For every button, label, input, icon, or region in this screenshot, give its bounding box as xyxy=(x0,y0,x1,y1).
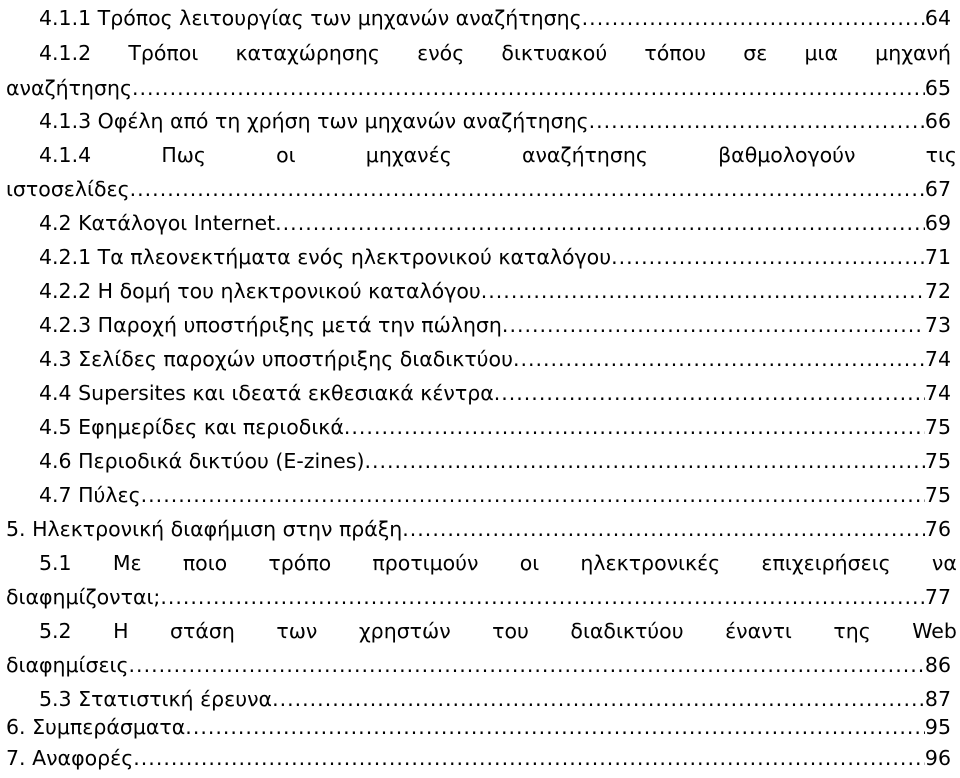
toc-entry-label: 4.1.1 Τρόπος λειτουργίας των μηχανών αναζήτησης xyxy=(39,6,582,30)
toc-leader-dots xyxy=(513,341,925,377)
toc-page-number: 95 xyxy=(924,715,951,739)
toc-page-number: 65 xyxy=(924,76,951,100)
toc-page-number: 75 xyxy=(924,483,951,507)
toc-entry xyxy=(39,477,951,513)
toc-page-number: 71 xyxy=(924,245,951,269)
toc-leader-dots xyxy=(502,307,925,343)
toc-entry xyxy=(39,205,951,241)
toc-entry xyxy=(39,273,951,309)
toc-word: Με xyxy=(112,551,142,575)
toc-leader-dots xyxy=(344,409,925,445)
toc-word: δικτυακού xyxy=(501,41,608,65)
toc-page-number: 76 xyxy=(924,517,951,541)
toc-leader-dots xyxy=(275,205,925,241)
toc-entry-line-1 xyxy=(39,613,957,649)
toc-word: καταχώρησης xyxy=(235,41,380,65)
toc-word: χρηστών xyxy=(358,619,451,643)
toc-word: του xyxy=(492,619,529,643)
toc-word: στάση xyxy=(170,619,235,643)
toc-word: βαθμολογούν xyxy=(718,143,856,167)
toc-word: Τρόποι xyxy=(128,41,199,65)
toc-word: των xyxy=(276,619,318,643)
toc-word: ενός xyxy=(417,41,465,65)
toc-page-number: 75 xyxy=(924,449,951,473)
toc-word: Web xyxy=(912,619,957,643)
toc-word: σε xyxy=(743,41,768,65)
toc-word: τις xyxy=(925,143,957,167)
toc-word: 4.1.2 xyxy=(39,41,92,65)
toc-entry-label: διαφημίσεις xyxy=(6,653,129,677)
toc-entry xyxy=(39,375,951,411)
toc-entry-line-1 xyxy=(39,545,957,581)
toc-entry-line-1 xyxy=(39,137,957,173)
toc-leader-dots xyxy=(133,740,925,776)
toc-entry-label: 4.7 Πύλες xyxy=(39,483,141,507)
toc-word: αναζήτησης xyxy=(521,143,648,167)
toc-entry xyxy=(39,103,951,139)
toc-entry-line-2 xyxy=(6,70,951,106)
toc-word: ηλεκτρονικές xyxy=(580,551,721,575)
toc-page-number: 87 xyxy=(924,687,951,711)
toc-entry xyxy=(39,0,951,36)
toc-entry xyxy=(6,511,951,547)
toc-word: οι xyxy=(276,143,296,167)
toc-word: μια xyxy=(804,41,838,65)
toc-entry-label: 4.2 Κατάλογοι Internet xyxy=(39,211,276,235)
toc-page-number: 96 xyxy=(924,746,951,770)
toc-page-number: 66 xyxy=(924,109,951,133)
toc-leader-dots xyxy=(141,477,925,513)
toc-entry-label: διαφημίζονται; xyxy=(6,585,161,609)
toc-entry-label: 4.6 Περιοδικά δικτύου (E-zines) xyxy=(39,449,365,473)
toc-word: μηχανή xyxy=(875,41,951,65)
toc-word: μηχανές xyxy=(365,143,452,167)
toc-entry-line-2 xyxy=(6,647,951,683)
toc-entry-label: 4.1.3 Οφέλη από τη χρήση των μηχανών αναζήτησης xyxy=(39,109,589,133)
toc-entry-label: 4.2.2 Η δομή του ηλεκτρονικού καταλόγου xyxy=(39,279,481,303)
toc-word: προτιμούν xyxy=(372,551,479,575)
toc-page-number: 74 xyxy=(924,381,951,405)
toc-page-number: 77 xyxy=(924,585,951,609)
toc-entry-label: 5. Ηλεκτρονική διαφήμιση στην πράξη xyxy=(6,517,403,541)
toc-entry-label: 4.4 Supersites και ιδεατά εκθεσιακά κέντρα xyxy=(39,381,494,405)
toc-word: τρόπο xyxy=(268,551,332,575)
toc-word: Πως xyxy=(161,143,206,167)
toc-word: επιχειρήσεις xyxy=(761,551,891,575)
toc-leader-dots xyxy=(364,443,924,479)
toc-leader-dots xyxy=(130,171,925,207)
toc-entry-label: 4.2.1 Τα πλεονεκτήματα ενός ηλεκτρονικού καταλόγου xyxy=(39,245,612,269)
toc-word: τόπου xyxy=(644,41,707,65)
toc-entry-label: ιστοσελίδες xyxy=(6,177,130,201)
toc-entry-label: 4.5 Εφημερίδες και περιοδικά xyxy=(39,415,344,439)
toc-word: της xyxy=(833,619,871,643)
toc-entry xyxy=(39,341,951,377)
toc-page-number: 69 xyxy=(924,211,951,235)
toc-leader-dots xyxy=(611,239,925,275)
toc-entry-line-1 xyxy=(39,35,951,71)
toc-leader-dots xyxy=(481,273,925,309)
toc-entry xyxy=(39,307,951,343)
toc-page-number: 64 xyxy=(924,6,951,30)
toc-page-number: 72 xyxy=(924,279,951,303)
toc-leader-dots xyxy=(160,579,925,615)
toc-entry-line-2 xyxy=(6,171,951,207)
toc-leader-dots xyxy=(402,511,925,547)
toc-entry xyxy=(39,409,951,445)
toc-entry-label: 7. Αναφορές xyxy=(6,746,134,770)
toc-word: διαδικτύου xyxy=(570,619,684,643)
toc-entry-label: 6. Συμπεράσματα xyxy=(6,715,186,739)
toc-page-number: 74 xyxy=(924,347,951,371)
toc-word: 5.1 xyxy=(39,551,72,575)
toc-entry xyxy=(39,239,951,275)
toc-entry-line-2 xyxy=(6,579,951,615)
toc-word: έναντι xyxy=(725,619,792,643)
toc-leader-dots xyxy=(582,0,925,36)
toc-page-number: 75 xyxy=(924,415,951,439)
toc-word: 4.1.4 xyxy=(39,143,92,167)
toc-word: 5.2 xyxy=(39,619,72,643)
toc-word: να xyxy=(931,551,957,575)
toc-leader-dots xyxy=(132,70,925,106)
toc-word: Η xyxy=(113,619,129,643)
toc-word: ποιο xyxy=(182,551,228,575)
toc-page-number: 67 xyxy=(924,177,951,201)
toc-leader-dots xyxy=(589,103,925,139)
toc-page-number: 86 xyxy=(924,653,951,677)
toc-entry-label: αναζήτησης xyxy=(6,76,132,100)
toc-word: οι xyxy=(519,551,540,575)
toc-entry-label: 4.3 Σελίδες παροχών υποστήριξης διαδικτύου xyxy=(39,347,513,371)
toc-entry-label: 5.3 Στατιστική έρευνα xyxy=(39,687,273,711)
toc-entry xyxy=(39,443,951,479)
toc-page-number: 73 xyxy=(924,313,951,337)
toc-leader-dots xyxy=(129,647,925,683)
toc-leader-dots xyxy=(494,375,925,411)
toc-entry xyxy=(6,740,951,776)
toc-entry-label: 4.2.3 Παροχή υποστήριξης μετά την πώληση xyxy=(39,313,502,337)
